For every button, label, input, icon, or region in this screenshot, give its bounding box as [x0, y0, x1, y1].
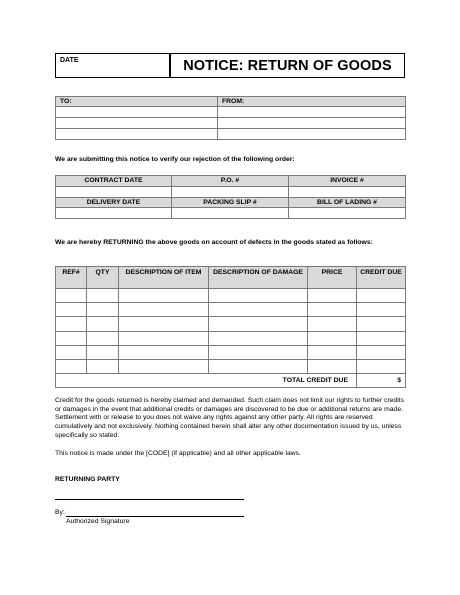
- goods-table: [55, 266, 406, 388]
- damage-cell[interactable]: [209, 331, 308, 345]
- qty-cell[interactable]: [87, 359, 119, 373]
- delivery-date-field[interactable]: [56, 208, 172, 219]
- applicable-law-paragraph: This notice is made under the [CODE] (if applicable) and all other applicable laws.: [55, 450, 301, 457]
- bill-of-lading-field[interactable]: [289, 208, 406, 219]
- table-row: [56, 289, 406, 303]
- to-address-line[interactable]: [56, 118, 218, 129]
- invoice-number-field[interactable]: [289, 186, 406, 197]
- date-label: DATE: [60, 57, 79, 64]
- ref-header: REF#: [56, 267, 87, 289]
- price-cell[interactable]: [308, 317, 357, 331]
- qty-cell[interactable]: [87, 289, 119, 303]
- qty-cell[interactable]: [87, 345, 119, 359]
- credit-cell[interactable]: [357, 345, 406, 359]
- credit-cell[interactable]: [357, 331, 406, 345]
- damage-cell[interactable]: [209, 289, 308, 303]
- packing-slip-field[interactable]: [172, 208, 289, 219]
- returning-party-heading: RETURNING PARTY: [55, 476, 120, 483]
- returning-statement: We are hereby RETURNING the above goods on account of defects in the goods stated as follows:: [55, 239, 373, 246]
- damage-cell[interactable]: [209, 359, 308, 373]
- date-field[interactable]: [55, 53, 169, 78]
- to-label: TO:: [56, 97, 218, 107]
- item-cell[interactable]: [119, 331, 209, 345]
- from-address-line[interactable]: [218, 118, 406, 129]
- invoice-number-label: INVOICE #: [289, 176, 406, 187]
- from-address-line[interactable]: [218, 107, 406, 118]
- ref-cell[interactable]: [56, 289, 87, 303]
- ref-cell[interactable]: [56, 331, 87, 345]
- price-header: PRICE: [308, 267, 357, 289]
- order-table: [55, 175, 406, 219]
- price-cell[interactable]: [308, 345, 357, 359]
- from-label: FROM:: [218, 97, 406, 107]
- item-cell[interactable]: [119, 359, 209, 373]
- document-title: NOTICE: RETURN OF GOODS: [169, 53, 405, 78]
- intro-text: We are submitting this notice to verify our rejection of the following order:: [55, 156, 295, 163]
- from-address-line[interactable]: [218, 129, 406, 140]
- damage-cell[interactable]: [209, 317, 308, 331]
- to-from-table: [55, 96, 406, 140]
- to-address-line[interactable]: [56, 107, 218, 118]
- table-row: [56, 303, 406, 317]
- ref-cell[interactable]: [56, 303, 87, 317]
- price-cell[interactable]: [308, 303, 357, 317]
- total-credit-due-field[interactable]: [357, 374, 406, 388]
- qty-cell[interactable]: [87, 331, 119, 345]
- credit-cell[interactable]: [357, 317, 406, 331]
- credit-due-header: CREDIT DUE: [357, 267, 406, 289]
- ref-cell[interactable]: [56, 345, 87, 359]
- contract-date-field[interactable]: [56, 186, 172, 197]
- currency-symbol: $: [397, 377, 401, 385]
- qty-header: QTY: [87, 267, 119, 289]
- ref-cell[interactable]: [56, 317, 87, 331]
- table-row: [56, 345, 406, 359]
- price-cell[interactable]: [308, 359, 357, 373]
- total-row: [56, 374, 406, 388]
- qty-cell[interactable]: [87, 317, 119, 331]
- price-cell[interactable]: [308, 331, 357, 345]
- terms-paragraph: Credit for the goods returned is hereby claimed and demanded. Such claim does not limit our rights to further credits or damages in the event that additional credits or damages are discovered to be due or additional returns are made. Settlement with or release to you does not waive any rights against any other party. All rights are reserved cumulatively and not exclusively. Nothing contained herein shall alter any other documentation issued by us, unless specifically so stated.: [55, 397, 405, 439]
- item-cell[interactable]: [119, 317, 209, 331]
- total-credit-due-label: TOTAL CREDIT DUE: [56, 374, 357, 388]
- item-cell[interactable]: [119, 289, 209, 303]
- credit-cell[interactable]: [357, 303, 406, 317]
- item-cell[interactable]: [119, 345, 209, 359]
- table-row: [56, 331, 406, 345]
- to-address-line[interactable]: [56, 129, 218, 140]
- damage-cell[interactable]: [209, 303, 308, 317]
- contract-date-label: CONTRACT DATE: [56, 176, 172, 187]
- packing-slip-label: PACKING SLIP #: [172, 197, 289, 208]
- damage-description-header: DESCRIPTION OF DAMAGE: [209, 267, 308, 289]
- delivery-date-label: DELIVERY DATE: [56, 197, 172, 208]
- credit-cell[interactable]: [357, 289, 406, 303]
- damage-cell[interactable]: [209, 345, 308, 359]
- ref-cell[interactable]: [56, 359, 87, 373]
- credit-cell[interactable]: [357, 359, 406, 373]
- item-cell[interactable]: [119, 303, 209, 317]
- po-number-field[interactable]: [172, 186, 289, 197]
- bill-of-lading-label: BILL OF LADING #: [289, 197, 406, 208]
- by-label: By:: [55, 509, 65, 516]
- table-row: [56, 359, 406, 373]
- po-number-label: P.O. #: [172, 176, 289, 187]
- signature-line[interactable]: [66, 516, 244, 517]
- returning-party-line[interactable]: [55, 499, 244, 500]
- item-description-header: DESCRIPTION OF ITEM: [119, 267, 209, 289]
- price-cell[interactable]: [308, 289, 357, 303]
- qty-cell[interactable]: [87, 303, 119, 317]
- authorized-signature-caption: Authorized Signature: [66, 518, 130, 525]
- table-row: [56, 317, 406, 331]
